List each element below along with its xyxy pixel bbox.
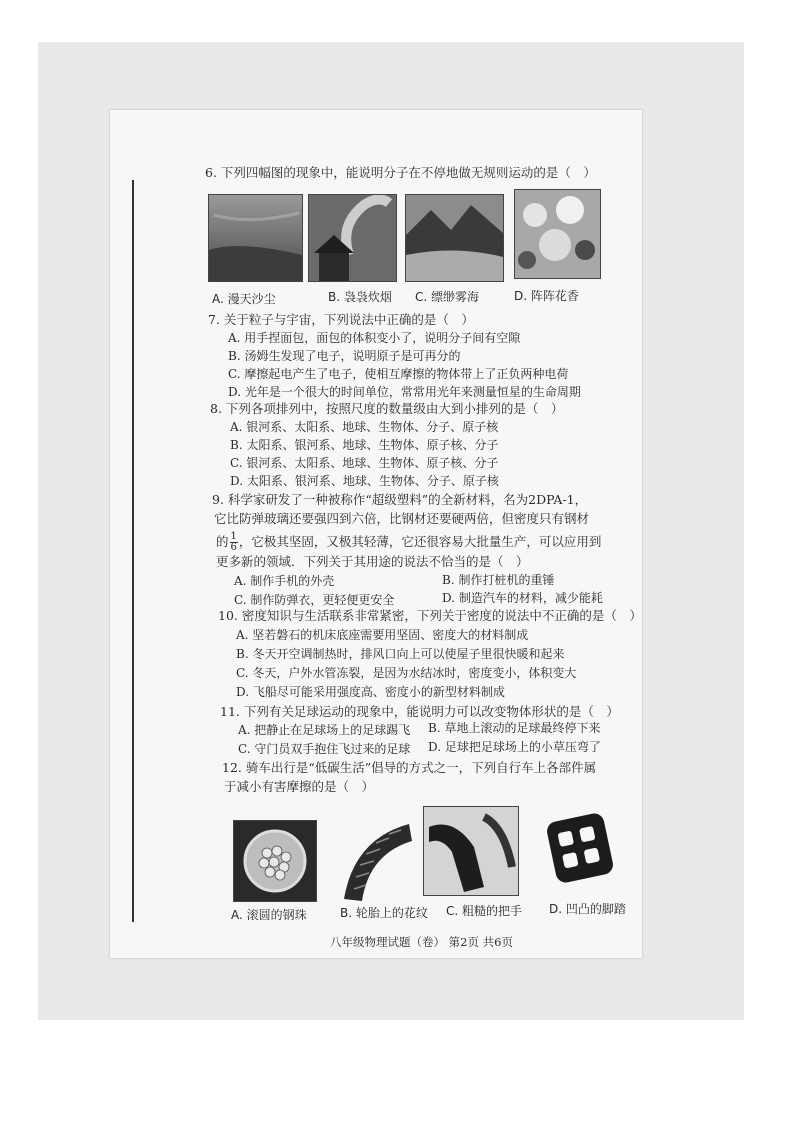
q9-line4: 更多新的领域．下列关于其用途的说法不恰当的是（ ）: [216, 554, 529, 569]
q9-option-a: A. 制作手机的外壳: [234, 574, 335, 588]
q11-option-a: A. 把静止在足球场上的足球踢飞: [238, 723, 411, 737]
page-footer: 八年级物理试题（卷） 第2页 共6页: [330, 935, 513, 949]
q11-option-c: C. 守门员双手抱住飞过来的足球: [238, 742, 411, 756]
q6-caption-a: A. 漫天沙尘: [212, 292, 276, 306]
photo-tire-tread: [333, 818, 413, 902]
q8-option-d: D. 太阳系、银河系、地球、生物体、分子、原子核: [230, 474, 499, 488]
q12-line2: 于减小有害摩擦的是（ ）: [224, 779, 375, 794]
q9-option-b: B. 制作打桩机的重锤: [442, 573, 555, 587]
q9-line3-suffix: ，它极其坚固，又极其轻薄，它还很容易大批量生产，可以应用到: [238, 534, 602, 549]
photo-pedal: [538, 806, 622, 890]
q9-line2: 它比防弹玻璃还要强四到六倍，比钢材还要硬两倍，但密度只有钢材: [214, 511, 590, 526]
q6-caption-c: C. 缥缈雾海: [415, 290, 480, 304]
fraction-one-sixth: [230, 532, 238, 553]
q12-line1: 12. 骑车出行是“低碳生活”倡导的方式之一，下列自行车上各部件属: [222, 760, 597, 775]
q7-option-b: B. 汤姆生发现了电子，说明原子是可再分的: [228, 349, 461, 363]
photo-smoke: [308, 194, 397, 282]
q10-option-a: A. 坚若磐石的机床底座需要用坚固、密度大的材料制成: [236, 628, 529, 642]
q10-option-b: B. 冬天开空调制热时，排风口向上可以使屋子里很快暖和起来: [236, 647, 565, 661]
photo-handlebar-grip: [423, 806, 519, 896]
q12-caption-a: A. 滚圆的钢珠: [231, 908, 307, 922]
q6-caption-d: D. 阵阵花香: [514, 289, 579, 303]
q7-option-a: A. 用手捏面包，面包的体积变小了，说明分子间有空隙: [228, 331, 521, 345]
q12-caption-b: B. 轮胎上的花纹: [340, 906, 428, 920]
q11-option-b: B. 草地上滚动的足球最终停下来: [428, 721, 601, 735]
photo-steel-balls: [233, 820, 317, 902]
margin-line: [132, 180, 134, 922]
q6-caption-b: B. 袅袅炊烟: [328, 290, 392, 304]
q11-option-d: D. 足球把足球场上的小草压弯了: [428, 740, 601, 754]
q10-option-d: D. 飞船尽可能采用强度高、密度小的新型材料制成: [236, 685, 505, 699]
photo-fog-sea: [405, 194, 504, 282]
q7-option-d: D. 光年是一个很大的时间单位，常常用光年来测量恒星的生命周期: [228, 385, 581, 399]
photo-sandstorm: [208, 194, 303, 282]
q6-stem: 6. 下列四幅图的现象中，能说明分子在不停地做无规则运动的是（ ）: [205, 165, 596, 180]
q9-line1: 9. 科学家研发了一种被称作“超级塑料”的全新材料，名为2DPA-1，: [212, 492, 588, 507]
q8-option-c: C. 银河系、太阳系、地球、生物体、原子核、分子: [230, 456, 499, 470]
fraction-denominator: 6: [230, 542, 237, 553]
q8-option-a: A. 银河系、太阳系、地球、生物体、分子、原子核: [230, 420, 499, 434]
q7-option-c: C. 摩擦起电产生了电子，使相互摩擦的物体带上了正负两种电荷: [228, 367, 569, 381]
photo-flowers: [514, 189, 601, 279]
fraction-numerator: 1: [230, 531, 237, 542]
q7-stem: 7. 关于粒子与宇宙，下列说法中正确的是（ ）: [208, 312, 474, 327]
q9-option-d: D. 制造汽车的材料，减少能耗: [442, 591, 603, 605]
q9-line3: [216, 529, 601, 555]
q10-stem: 10. 密度知识与生活联系非常紧密，下列关于密度的说法中不正确的是（ ）: [218, 608, 642, 623]
q12-caption-d: D. 凹凸的脚踏: [549, 902, 626, 916]
q9-line3-prefix: 的: [216, 534, 229, 549]
q11-stem: 11. 下列有关足球运动的现象中，能说明力可以改变物体形状的是（ ）: [220, 704, 619, 719]
q8-option-b: B. 太阳系、银河系、地球、生物体、原子核、分子: [230, 438, 499, 452]
q12-caption-c: C. 粗糙的把手: [446, 904, 523, 918]
q9-option-c: C. 制作防弹衣，更轻便更安全: [234, 593, 395, 607]
q8-stem: 8. 下列各项排列中，按照尺度的数量级由大到小排列的是（ ）: [210, 401, 564, 416]
q10-option-c: C. 冬天，户外水管冻裂，是因为水结冰时，密度变小，体积变大: [236, 666, 577, 680]
